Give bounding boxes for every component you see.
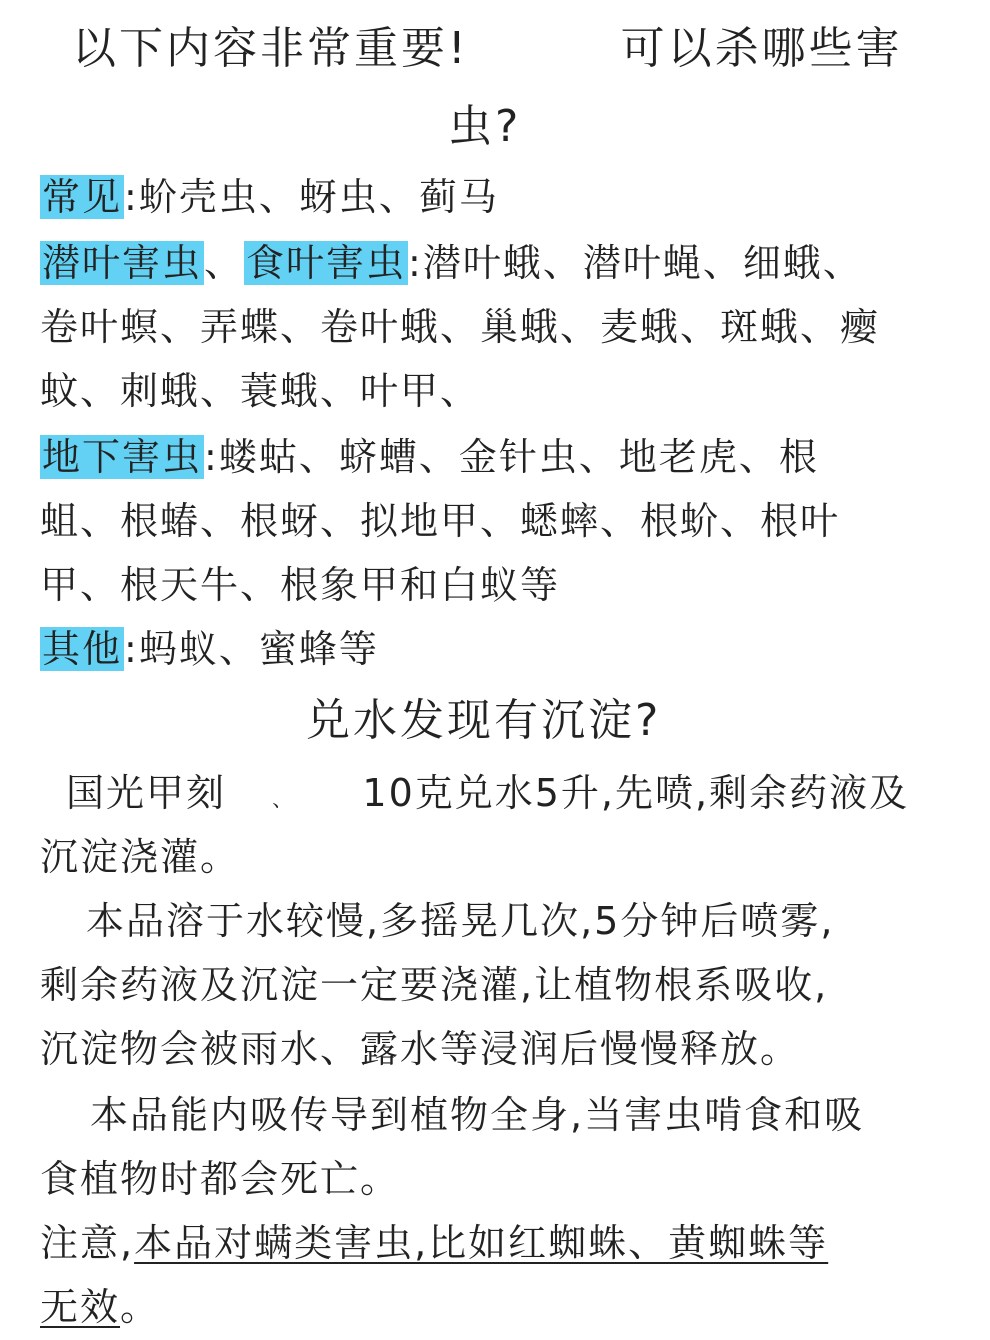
- note-line2: 无效。: [40, 1285, 161, 1329]
- leaf-list-1: :潜叶蛾、潜叶蝇、细蛾、: [408, 241, 863, 285]
- pests-leaf-line3: 蚊、刺蛾、蓑蛾、叶甲、: [40, 369, 481, 413]
- pests-underground-line3: 甲、根天牛、根象甲和白蚁等: [40, 563, 561, 607]
- dilution-text: 10克兑水5升,先喷,剩余药液及: [362, 771, 910, 815]
- para2-line1: 本品溶于水较慢,多摇晃几次,5分钟后喷雾,: [86, 899, 835, 943]
- pests-leaf-line2: 卷叶螟、弄蝶、卷叶蛾、巢蛾、麦蛾、斑蛾、瘿: [40, 305, 881, 349]
- common-list: :蚧壳虫、蚜虫、蓟马: [124, 175, 499, 219]
- pests-underground-line2: 蛆、根蝽、根蚜、拟地甲、蟋蟀、根蚧、根叶: [40, 499, 841, 543]
- para2-line3: 沉淀物会被雨水、露水等浸润后慢慢释放。: [40, 1027, 801, 1071]
- para1-line2: 沉淀浇灌。: [40, 835, 241, 879]
- main-title-line1: [72, 22, 903, 76]
- pests-leaf-line1: 潜叶害虫、食叶害虫:潜叶蛾、潜叶蝇、细蛾、: [42, 241, 863, 285]
- title-important: 以下内容非常重要!: [72, 23, 469, 74]
- para3-line2: 食植物时都会死亡。: [40, 1157, 401, 1201]
- note-invalid: 无效: [40, 1285, 121, 1329]
- main-title-line2: 虫?: [448, 101, 522, 152]
- para2-line2: 剩余药液及沉淀一定要浇灌,让植物根系吸收,: [40, 963, 829, 1007]
- note-prefix: 注意,: [40, 1221, 135, 1265]
- pests-common: [40, 174, 499, 220]
- note-warning: 本品对螨类害虫,比如红蜘蛛、黄蜘蛛等: [134, 1221, 829, 1265]
- label-leaf-miner: 潜叶害虫: [42, 241, 203, 285]
- label-other: 其他: [42, 627, 123, 671]
- label-leaf-eater: 食叶害虫: [246, 241, 407, 285]
- pests-other: 其他:蚂蚁、蜜蜂等: [42, 627, 379, 671]
- product-name: 国光甲刻: [66, 771, 227, 815]
- note-line1: [40, 1220, 828, 1266]
- section2-title: 兑水发现有沉淀?: [306, 695, 662, 746]
- para1-line1: [66, 770, 909, 822]
- label-underground: 地下害虫: [42, 435, 203, 479]
- pests-underground-line1: 地下害虫:蝼蛄、蛴螬、金针虫、地老虎、根: [42, 435, 819, 479]
- product-mark: 、: [272, 787, 295, 811]
- label-common: 常见: [42, 175, 123, 219]
- para3-line1: 本品能内吸传导到植物全身,当害虫啃食和吸: [90, 1093, 865, 1137]
- title-question: 可以杀哪些害: [620, 23, 903, 74]
